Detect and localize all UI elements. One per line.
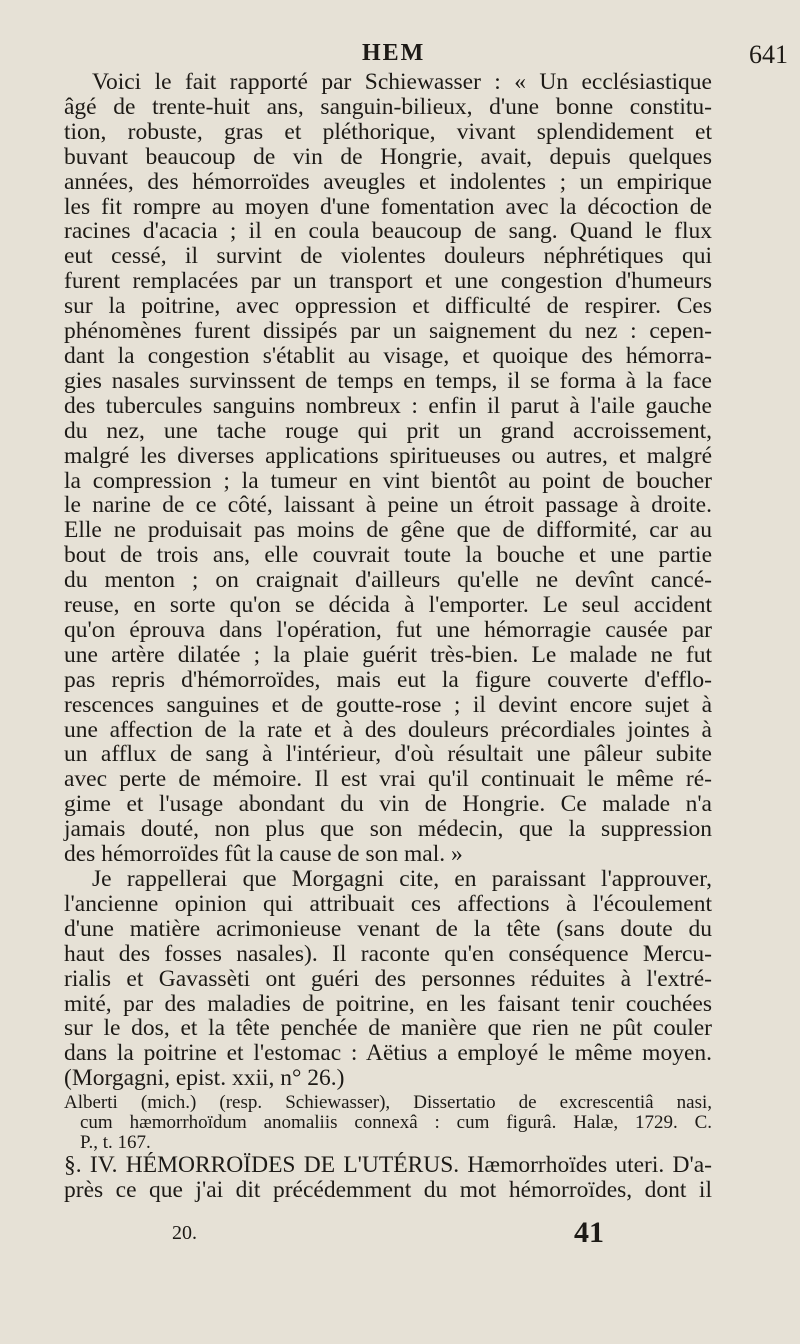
section-uterine-hemorrhoids [64, 1153, 712, 1203]
text-line: des hémorroïdes fût la cause de son mal. » [64, 841, 463, 868]
text-line: dans la poitrine et l'estomac : Aëtius a employé le même moyen. [64, 1040, 712, 1067]
text-line: qu'on éprouva dans l'opération, fut une hémorragie causée par [64, 616, 712, 643]
text-line: tion, robuste, gras et pléthorique, vivant splendidement et [64, 118, 712, 145]
text-line: les fit rompre au moyen d'une fomentation avec la décoction de [64, 193, 712, 220]
text-line: un afflux de sang à l'intérieur, d'où résultait une pâleur subite [64, 741, 712, 768]
text-line: eut cessé, il survint de violentes douleurs néphrétiques qui [64, 243, 712, 270]
text-line: racines d'acacia ; il en coula beaucoup de sang. Quand le flux [64, 218, 712, 245]
folio-number: 41 [574, 1216, 604, 1249]
page-header [0, 40, 800, 70]
text-line: une artère dilatée ; la plaie guérit très-bien. Le malade ne fut [64, 641, 712, 668]
text-line: Voici le fait rapporté par Schiewasser : « Un ecclésiastique [92, 69, 712, 95]
text-line: sur le dos, et la tête penchée de manière que rien ne pût couler [64, 1015, 712, 1042]
text-line: gime et l'usage abondant du vin de Hongrie. Ce malade n'a [64, 791, 712, 818]
text-line: §. IV. HÉMORROÏDES DE L'UTÉRUS. Hæmorrhoïdes uteri. D'a- [64, 1152, 712, 1179]
text-line: furent remplacées par un transport et une congestion d'humeurs [64, 268, 712, 295]
text-line: sur la poitrine, avec oppression et difficulté de respirer. Ces [64, 293, 712, 320]
text-line: avec perte de mémoire. Il est vrai qu'il continuait le même ré- [64, 766, 712, 793]
text-line: Alberti (mich.) (resp. Schiewasser), Dissertatio de excrescentiâ nasi, [64, 1092, 712, 1114]
paragraph-schiewasser-case [64, 70, 712, 867]
body-text [64, 70, 712, 1203]
text-line: près ce que j'ai dit précédemment du mot hémorroïdes, dont il [64, 1177, 712, 1204]
text-line: d'une matière acrimonieuse venant de la tête (sans doute du [64, 915, 712, 942]
text-line: rialis et Gavassèti ont guéri des personnes réduites à l'extré- [64, 965, 712, 992]
text-line: mité, par des maladies de poitrine, en les faisant tenir couchées [64, 990, 712, 1017]
text-line: l'ancienne opinion qui attribuait ces affections à l'écoulement [64, 890, 712, 917]
text-line: bout de trois ans, elle couvrait toute la bouche et une partie [64, 542, 712, 569]
bibliography-entry [64, 1093, 712, 1153]
paragraph-morgagni [64, 867, 712, 1091]
text-line: le narine de ce côté, laissant à peine un étroit passage à droite. [64, 492, 712, 519]
text-line: dant la congestion s'établit au visage, et quoique des hémorra- [64, 342, 712, 369]
text-line: haut des fosses nasales). Il raconte qu'en conséquence Mercu- [64, 940, 712, 967]
text-line: phénomènes furent dissipés par un saignement du nez : cepen- [64, 318, 712, 345]
text-line: des tubercules sanguins nombreux : enfin il parut à l'aile gauche [64, 392, 712, 419]
text-line: buvant beaucoup de vin de Hongrie, avait, depuis quelques [64, 143, 712, 170]
signature-mark: 20. [172, 1222, 197, 1244]
text-line: P., t. 167. [80, 1132, 151, 1154]
text-line: âgé de trente-huit ans, sanguin-bilieux, d'une bonne constitu- [64, 93, 712, 120]
text-line: pas repris d'hémorroïdes, mais eut la figure couverte d'efflo- [64, 666, 712, 693]
text-line: Je rappellerai que Morgagni cite, en paraissant l'approuver, [92, 866, 712, 892]
text-line: gies nasales survinssent de temps en temps, il se forma à la face [64, 367, 712, 394]
text-line: du menton ; on craignait d'ailleurs qu'elle ne devînt cancé- [64, 567, 712, 594]
text-line: jamais douté, non plus que son médecin, que la suppression [64, 816, 712, 843]
text-line: du nez, une tache rouge qui prit un grand accroissement, [64, 417, 712, 444]
text-line: malgré les diverses applications spiritueuses ou autres, et malgré [64, 442, 712, 469]
text-line: reuse, en sorte qu'on se décida à l'emporter. Le seul accident [64, 592, 712, 619]
text-line: années, des hémorroïdes aveugles et indolentes ; un empirique [64, 168, 712, 195]
page-number: 641 [749, 40, 788, 69]
text-line: la compression ; la tumeur en vint bientôt au point de boucher [64, 467, 712, 494]
text-line: une affection de la rate et à des douleurs précordiales jointes à [64, 716, 712, 743]
text-line: rescences sanguines et de goutte-rose ; il devint encore sujet à [64, 691, 712, 718]
running-head: HEM [362, 40, 426, 66]
text-line: (Morgagni, epist. xxii, n° 26.) [64, 1065, 345, 1092]
text-line: Elle ne produisait pas moins de gêne que de difformité, car au [64, 517, 712, 544]
text-line: cum hæmorrhoïdum anomaliis connexâ : cum figurâ. Halæ, 1729. C. [80, 1112, 712, 1134]
